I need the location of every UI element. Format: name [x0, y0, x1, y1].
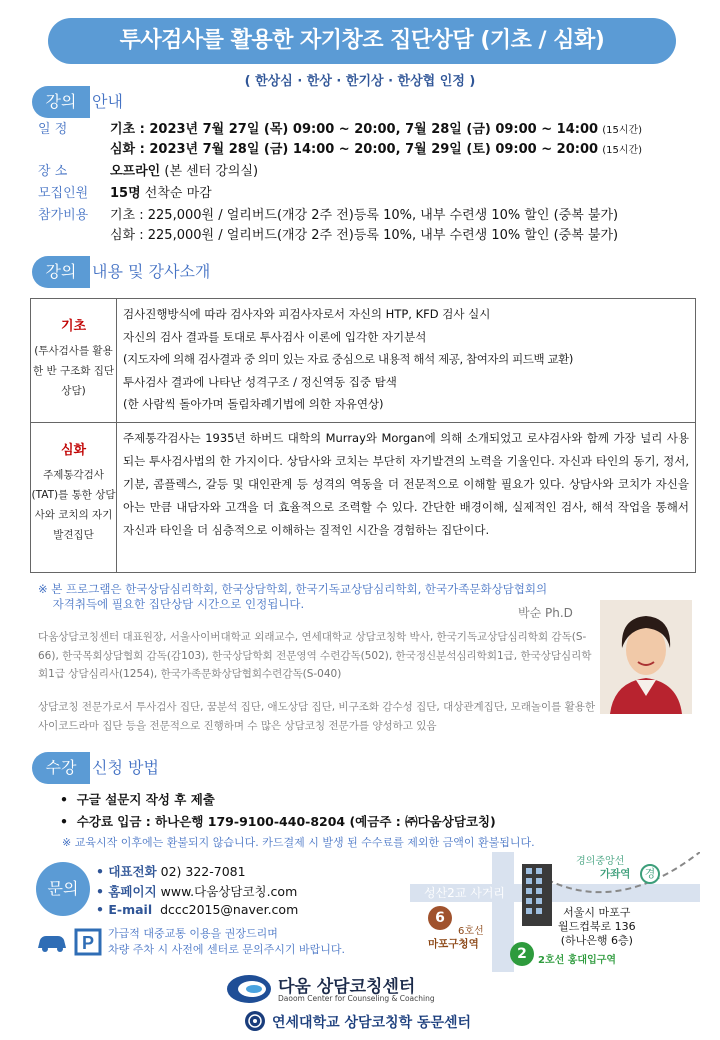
section-title: 신청 방법 [92, 758, 159, 777]
fee-basic: 기초 : 225,000원 / 얼리버드(개강 2주 전)등록 10%, 내부 수련생 10% 할인 (중복 불가) [110, 208, 619, 223]
recruit-label: 모집인원 [38, 186, 89, 201]
instructor-career: 상담코칭 전문가로서 투사검사 집단, 꿈분석 집단, 애도상담 집단, 비구조화 감수성 집단, 대상관계집단, 모래놀이를 활용한 사이코드라마 집단 등을 전문적으로 진행하며 수 많은 상담코칭 전문가를 양성하고 있음 [38, 701, 596, 732]
car-icon [36, 928, 104, 956]
list-item: 투사검사 결과에 나타난 성격구조 / 정신역동 집중 탐색 [123, 374, 397, 389]
center-name: 다움 상담코칭센터 [278, 977, 416, 997]
basic-label-cell [31, 299, 117, 423]
section-title: 안내 [92, 92, 123, 111]
basic-subtitle: (투사검사를 활용한 반 구조화 집단상담) [32, 345, 114, 397]
place-value: 오프라인 [110, 164, 161, 179]
place-detail: (본 센터 강의실) [160, 164, 259, 179]
gyeongui-badge: 경 [640, 864, 660, 884]
apply-step-text: 수강료 입금 : 하나은행 179-9100-440-8204 (예금주 : ㈜다움상담코칭) [76, 814, 496, 829]
car-parking-icons [36, 928, 104, 956]
instructor-photo [600, 600, 692, 714]
contact-value: 02) 322-7081 [160, 864, 246, 879]
basic-heading: 기초 [60, 319, 87, 334]
address-line: 월드컵북로 136 [558, 920, 636, 933]
refund-note: ※ 교육시작 이후에는 환불되지 않습니다. 카드결제 시 발생 된 수수료를 제외한 금액이 환불됩니다. [62, 836, 535, 849]
yonsei-seal-icon [244, 1010, 266, 1032]
contact-phone: • 대표전화 02) 322-7081 [96, 864, 246, 879]
apply-step-1: • 구글 설문지 작성 후 제출 [60, 792, 215, 807]
info-block [0, 120, 720, 250]
section-apply-header [32, 752, 252, 784]
contact-homepage[interactable]: • 홈페이지 www.다움상담코칭.com [96, 884, 298, 899]
fee-advanced: 심화 : 225,000원 / 얼리버드(개강 2주 전)등록 10%, 내부 수련생 10% 할인 (중복 불가) [110, 228, 619, 243]
advanced-content-cell [117, 423, 696, 573]
list-item: 검사진행방식에 따라 검사자와 피검사자로서 자신의 HTP, KFD 검사 실시 [123, 307, 491, 321]
homepage-link[interactable]: www.다움상담코칭.com [160, 884, 298, 899]
fee-label: 참가비용 [38, 208, 89, 223]
instructor-name: 박순 Ph.D [518, 606, 573, 620]
hours-note: (15시간) [602, 125, 643, 136]
hours-note: (15시간) [602, 145, 643, 156]
line6-station: 마포구청역 [428, 938, 479, 950]
table-row [31, 423, 696, 573]
contact-email[interactable]: • E-mail dccc2015@naver.com [96, 902, 299, 917]
parking-note: 가급적 대중교통 이용을 권장드리며 차량 주차 시 사전에 센터로 문의주시기 바랍니다. [108, 927, 345, 956]
place-label: 장 소 [38, 164, 68, 179]
section-info-header [32, 86, 232, 118]
section-title: 내용 및 강사소개 [92, 262, 211, 281]
list-item: (지도자에 의해 검사결과 중 의미 있는 자료 중심으로 내용적 해석 제공, 참여자의 피드백 교환) [123, 352, 573, 366]
line6-label: 6호선 [458, 926, 484, 937]
date-label: 일 정 [38, 122, 68, 137]
section-pill: 강의 [32, 256, 90, 288]
advanced-subtitle: 주제통각검사(TAT)를 통한 상담사와 코치의 자기발견집단 [31, 469, 116, 541]
page-banner: 투사검사를 활용한 자기창조 집단상담 (기초 / 심화) [48, 18, 676, 64]
list-item: (한 사람씩 돌아가며 돌림차례기법에 의한 자유연상) [123, 397, 384, 411]
list-item: 자신의 검사 결과를 토대로 투사검사 이론에 입각한 자기분석 [123, 329, 427, 344]
line6-badge: 6 [428, 906, 452, 930]
section-content-header [32, 256, 292, 288]
line2-badge: 2 [510, 942, 534, 966]
map-crossroad: 성산2교 사거리 [424, 886, 506, 900]
advanced-description: 주제통각검사는 1935년 하버드 대학의 Murray와 Morgan에 의해 소개되었고 로샤검사와 함께 가장 널리 사용되는 투사검사법의 한 가지이다. 상담사와 코치는 부단히 자기발견의 노력을 기울인다. 자신과 타인의 동기, 정서, 기분, 콤플렉스, 갈등 및 대인관계 등 성격의 역동을 더 전문적으로 이해할 필요가 있다. 상담사와 코치가 자신을 아는 만큼 내담자와 고객을 더 효율적으로 조력할 수 있다. 간단한 배경이해, 실제적인 검사, 해석 작업을 통해서 자신과 타인을 더 심층적으로 이해하는 질적인 시간을 경험하는 집단이다. [123, 431, 689, 537]
svg-text:P: P [81, 933, 95, 953]
contact-key: E-mail [108, 902, 153, 917]
course-table [30, 298, 696, 573]
apply-step-text: 구글 설문지 작성 후 제출 [76, 792, 215, 807]
location-map [410, 852, 700, 972]
date-basic: 기초 : 2023년 7월 27일 (목) 09:00 ~ 20:00, 7월 28일 (금) 09:00 ~ 14:00 [110, 122, 599, 137]
center-name-en: Daoom Center for Counseling & Coaching [278, 994, 435, 1003]
line2-station: 2호선 홍대입구역 [538, 955, 617, 966]
apply-step-2: • 수강료 입금 : 하나은행 179-9100-440-8204 (예금주 : ㈜다움상담코칭) [60, 814, 496, 829]
contact-badge: 문의 [36, 862, 90, 916]
table-row [31, 299, 696, 423]
recruit-detail: 선착순 마감 [140, 186, 212, 201]
email-link[interactable]: dccc2015@naver.com [160, 902, 299, 917]
section-pill: 수강 [32, 752, 90, 784]
center-logo [226, 972, 496, 1006]
certification-note: ( 한상심 · 한상 · 한기상 · 한상협 인정 ) [244, 74, 476, 89]
alumni-logo [244, 1010, 544, 1034]
address-line: (하나은행 6층) [560, 934, 633, 947]
map-address [558, 906, 636, 948]
gyeongui-station: 가좌역 [600, 868, 631, 880]
alumni-name: 연세대학교 상담코칭학 동문센터 [272, 1015, 472, 1031]
address-line: 서울시 마포구 [563, 906, 631, 919]
advanced-label-cell [31, 423, 117, 573]
advanced-heading: 심화 [60, 443, 87, 458]
gyeongui-line: 경의중앙선 [576, 856, 625, 867]
instructor-bio: 다움상담코칭센터 대표원장, 서울사이버대학교 외래교수, 연세대학교 상담코칭학 박사, 한국기독교상담심리학회 감독(S-66), 한국목회상담협회 감독(감103), 한국상담학회 전문영역 수련감독(502), 한국정신분석심리학회1급, 한국상담심리학회1급 상담심리사(1254), 한국가족문화상담협회수련감독(S-040) [38, 631, 592, 680]
daoom-logo-icon [226, 972, 272, 1006]
recruit-value: 15명 [110, 186, 141, 201]
basic-content-cell [117, 299, 696, 423]
contact-key: 대표전화 [108, 864, 157, 879]
section-pill: 강의 [32, 86, 90, 118]
contact-key: 홈페이지 [108, 884, 157, 899]
date-advanced: 심화 : 2023년 7월 28일 (금) 14:00 ~ 20:00, 7월 29일 (토) 09:00 ~ 20:00 [110, 142, 599, 157]
recognition-note: ※ 본 프로그램은 한국상담심리학회, 한국상담학회, 한국기독교상담심리학회, 한국가족문화상담협회의 자격취득에 필요한 집단상담 시간으로 인정됩니다. [38, 582, 548, 611]
